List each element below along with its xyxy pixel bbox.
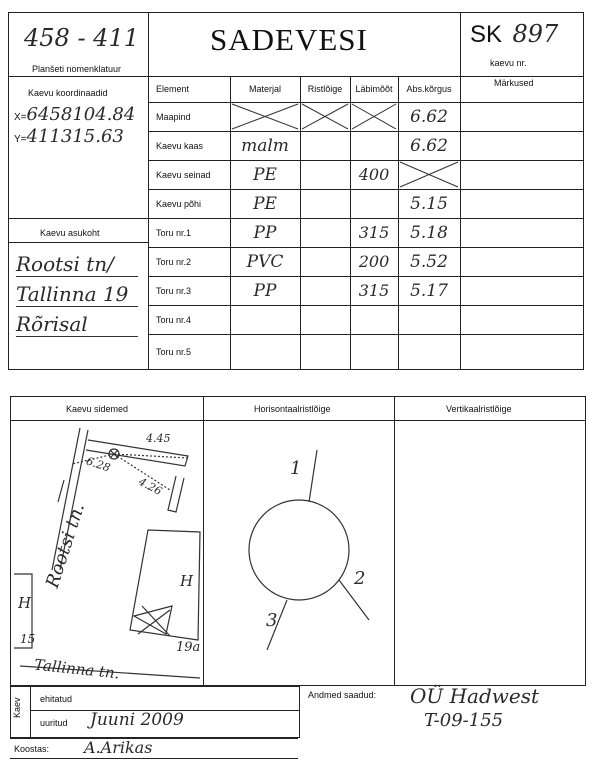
cell-elevation: 5.52 [410,251,448,272]
x-value: 6458104.84 [26,104,136,125]
cell-material: PP [253,222,277,243]
row-element: Maapind [156,111,191,122]
row-element: Toru nr.4 [156,314,192,325]
col-header-remarks: Märkused [494,78,534,88]
cell-elevation: 5.17 [410,280,448,301]
cell-diameter: 315 [358,223,390,242]
koostas-value: A.Arikas [84,738,153,757]
andmed-label: Andmed saadud: [308,690,377,700]
nomenclature-label: Planšeti nomenklatuur [32,64,122,74]
sketch-dim-top: 4.45 [146,432,171,445]
well-code: SK [470,21,503,48]
cell-elevation: 6.62 [410,106,448,127]
well-number: 897 [512,20,559,48]
sketch-num-left: 15 [20,632,36,646]
y-prefix: Y= [14,134,27,145]
section-ties-label: Kaevu sidemed [66,404,129,414]
sketch-h-right: H [180,572,194,590]
koostas-label: Koostas: [14,744,50,754]
cell-elevation: 6.62 [410,135,448,156]
location-label: Kaevu asukoht [40,228,100,238]
col-header-cross: Ristlõige [307,84,343,94]
location-line-1: Rootsi tn/ [16,252,138,277]
pipe-1-label: 1 [290,458,302,479]
ehitatud-label: ehitatud [40,694,73,704]
row-element: Kaevu seinad [156,169,211,180]
cell-material: PE [253,193,277,214]
document-title: SADEVESI [210,22,368,57]
sketch-dim-left: 6.28 [84,454,112,475]
cell-material: malm [241,135,289,156]
sketch-dim-right: 4.26 [136,475,165,498]
y-value: 411315.63 [26,126,124,147]
row-element: Toru nr.5 [156,347,192,357]
cell-material: PP [253,280,277,301]
location-line-2: Tallinna 19 [16,282,138,307]
x-prefix: X= [14,112,27,123]
pipe-2-label: 2 [354,568,366,589]
col-header-element: Element [156,84,190,94]
cell-elevation: 5.18 [410,222,448,243]
pipe-3-label: 3 [266,610,278,631]
cell-diameter: 400 [358,165,390,184]
sketch-street-bottom: Tallinna tn. [33,655,121,683]
uuritud-value: Juuni 2009 [90,710,184,730]
uuritud-label: uuritud [40,718,68,728]
col-header-elevation: Abs.kõrgus [406,84,452,94]
nomenclature-value: 458 - 411 [24,24,139,52]
cell-material: PE [253,164,277,185]
well-number-label: kaevu nr. [490,58,527,68]
row-element: Kaevu põhi [156,198,202,209]
row-element: Kaevu kaas [156,140,204,151]
sketch-num-right: 19a [176,640,201,655]
andmed-code: T-09-155 [424,710,504,731]
col-header-diameter: Läbimõõt [355,84,393,94]
section-vertical-label: Vertikaalristlõige [446,404,512,414]
coordinates-label: Kaevu koordinaadid [28,88,108,98]
cell-diameter: 315 [358,281,390,300]
row-element: Toru nr.3 [156,285,192,296]
section-horizontal-label: Horisontaalristlõige [254,404,331,414]
row-element: Toru nr.1 [156,227,192,238]
andmed-company: OÜ Hadwest [410,684,540,708]
location-line-3: Rõrisal [16,312,138,337]
cell-elevation: 5.15 [410,193,448,214]
cell-diameter: 200 [358,252,390,271]
row-element: Toru nr.2 [156,256,192,267]
crossed-out-cells [0,0,614,380]
col-header-material: Materjal [248,84,281,94]
sketch-street-vertical: Rootsi tn. [42,500,90,591]
kaev-label: Kaev [12,697,22,718]
sketch-h-left: H [18,594,32,612]
cell-material: PVC [246,251,284,272]
